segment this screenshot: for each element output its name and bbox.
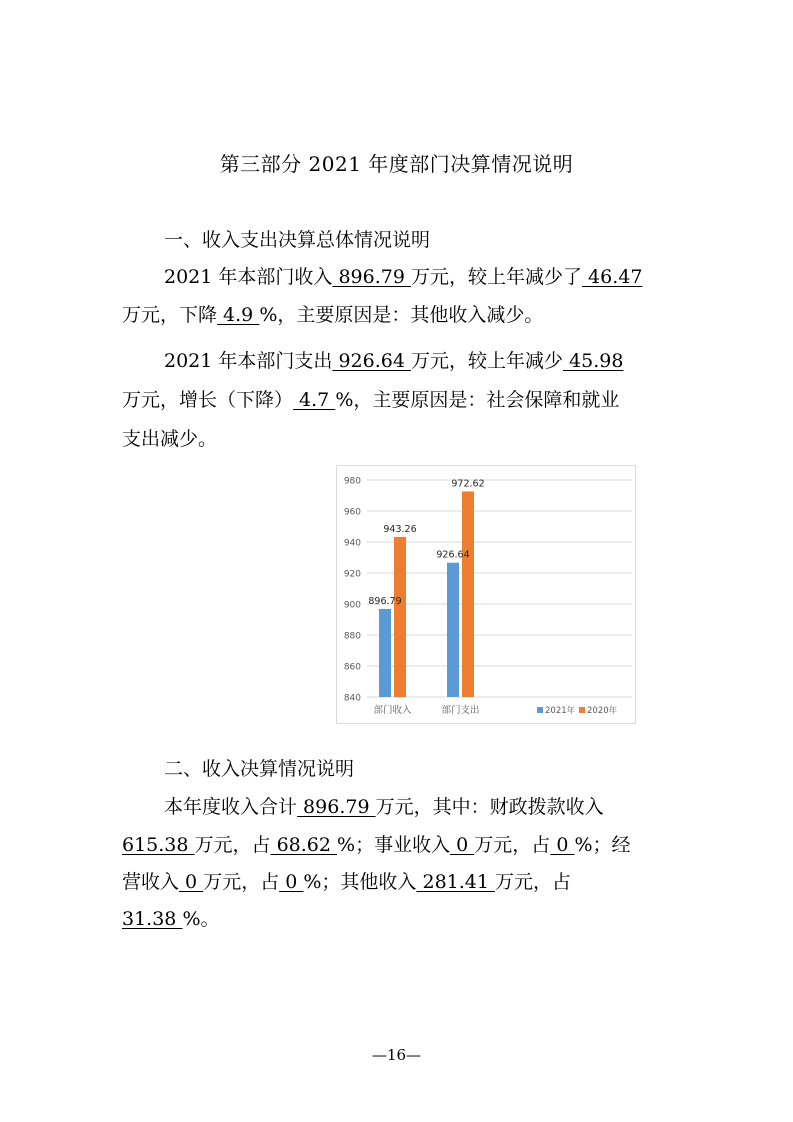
y-tick-label: 880 [343,631,361,642]
y-tick-label: 840 [343,693,361,704]
text: %；其他收入 [303,871,417,893]
income-decrease-pct: 4.9 [217,304,260,326]
other-income-pct: 31.38 [122,908,183,930]
y-tick-label: 940 [343,538,361,549]
section2-heading: 二、收入决算情况说明 [164,758,355,780]
expense-total-value: 926.64 [332,350,411,372]
income-total-value: 896.79 [297,796,376,818]
income-total-value: 896.79 [332,266,411,288]
text: 万元，占 [474,834,551,856]
text: %，主要原因是：社会保障和就业 [335,389,620,411]
y-tick-label: 980 [343,476,361,487]
income-detail-line3 [122,867,571,894]
x-category-label: 部门收入 [373,705,412,716]
expense-sentence-line2 [122,385,619,412]
business-income-pct: 0 [550,834,575,856]
y-tick-label: 900 [343,600,361,611]
data-label: 943.26 [383,523,417,535]
text: %；事业收入 [337,834,451,856]
income-detail-line2 [122,830,631,857]
bar-1-0 [394,537,406,697]
other-income-value: 281.41 [416,871,495,893]
text: 万元，较上年减少了 [410,266,582,288]
text: 万元，占 [495,871,572,893]
fiscal-income-value: 615.38 [122,834,195,856]
bar-0-0 [379,609,391,697]
bar-1-1 [462,491,474,697]
data-label: 926.64 [436,549,470,561]
legend-swatch [579,707,585,713]
operating-income-value: 0 [179,871,204,893]
text: 本年度收入合计 [164,796,298,818]
page-title: 第三部分 2021 年度部门决算情况说明 [219,152,574,176]
operating-income-pct: 0 [279,871,304,893]
income-sentence-line1 [164,262,642,289]
chart-svg [337,466,635,723]
text: 2021 年本部门收入 [164,266,333,288]
bar-0-1 [447,563,459,697]
income-expense-bar-chart [336,465,636,724]
text: 万元，较上年减少 [410,350,563,372]
income-sentence-line2 [122,300,543,327]
text: 营收入 [122,871,180,893]
section1-heading: 一、收入支出决算总体情况说明 [164,229,431,251]
y-tick-label: 860 [343,662,361,673]
y-tick-label: 960 [343,507,361,518]
data-label: 972.62 [451,478,485,490]
text: %，主要原因是：其他收入减少。 [259,304,544,326]
expense-sentence-line1 [164,346,623,373]
income-detail-line4 [122,904,220,931]
legend-label: 2020年 [587,706,618,716]
income-detail-line1 [164,792,604,819]
expense-sentence-line3: 支出减少。 [122,428,218,450]
text: 万元，占 [194,834,271,856]
fiscal-income-pct: 68.62 [270,834,338,856]
expense-change-pct: 4.7 [293,389,336,411]
text: 2021 年本部门支出 [164,350,333,372]
expense-decrease-value: 45.98 [562,350,624,372]
legend-swatch [537,707,543,713]
page-number: —16— [371,1046,422,1064]
business-income-value: 0 [450,834,475,856]
legend-label: 2021年 [545,706,576,716]
text: 万元，增长（下降） [122,389,294,411]
text: %。 [182,908,220,930]
text: 万元，其中：财政拨款收入 [375,796,604,818]
data-label: 896.79 [368,595,402,607]
income-decrease-value: 46.47 [581,266,643,288]
x-category-label: 部门支出 [441,705,480,716]
text: 万元，下降 [122,304,218,326]
text: 万元，占 [203,871,280,893]
text: %；经 [574,834,631,856]
y-tick-label: 920 [343,569,361,580]
